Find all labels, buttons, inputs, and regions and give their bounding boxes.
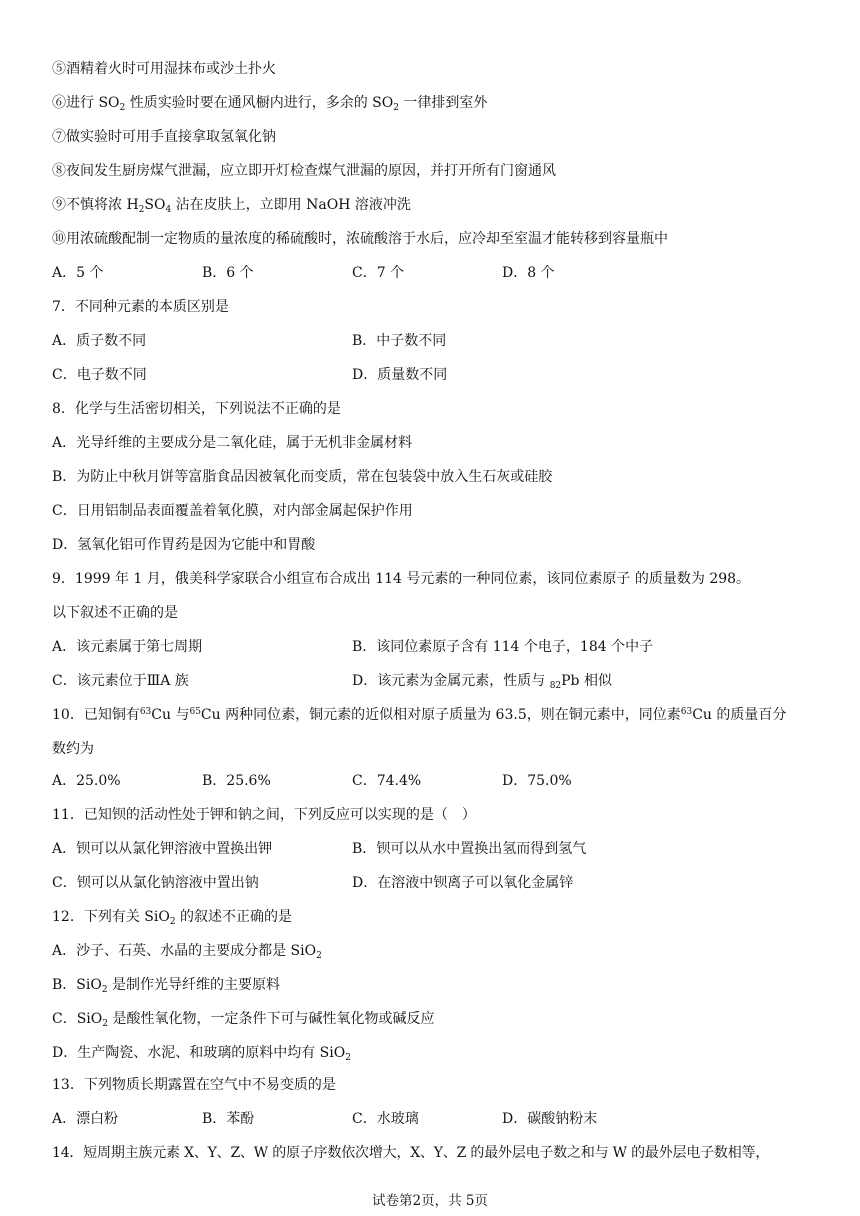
question-7-options-row1 xyxy=(52,331,820,351)
statement-7: ⑦做实验时可用手直接拿取氢氧化钠 xyxy=(52,129,276,145)
option-c: C．钡可以从氯化钠溶液中置出钠 xyxy=(52,875,259,891)
option-d: D．75.0% xyxy=(502,773,572,789)
option-c: C．7 个 xyxy=(352,265,405,281)
question-9-options-row2 xyxy=(52,671,820,691)
option-c: C．电子数不同 xyxy=(52,367,147,383)
question-7-options-row2 xyxy=(52,365,820,385)
option-d: D．在溶液中钡离子可以氧化金属锌 xyxy=(352,875,574,891)
statement-6: ⑥进行 $SO_2$ 性质实验时要在通风橱内进行，多余的 $SO_2$ 一律排到室外 xyxy=(52,95,488,113)
option-c: C．该元素位于ⅢA 族 xyxy=(52,673,189,689)
question-10-stem: 10．已知铜有$^{63}$Cu 与$^{65}$Cu 两种同位素，铜元素的近似相对原子质量为 63.5，则在铜元素中，同位素$^{63}$Cu 的质量百分 xyxy=(52,707,787,723)
statement-8: ⑧夜间发生厨房煤气泄漏，应立即开灯检查煤气泄漏的原因，并打开所有门窗通风 xyxy=(52,163,556,179)
question-13-options xyxy=(52,1109,820,1129)
question-8-option-b: B．为防止中秋月饼等富脂食品因被氧化而变质，常在包装袋中放入生石灰或硅胶 xyxy=(52,469,553,485)
option-b: B．该同位素原子含有 114 个电子，184 个中子 xyxy=(352,639,654,655)
question-6-options xyxy=(52,263,820,283)
question-11-options-row1 xyxy=(52,839,820,859)
question-9-stem: 9．1999 年 1 月，俄美科学家联合小组宣布合成出 114 号元素的一种同位素，该同位素原子 的质量数为 298。 xyxy=(52,571,751,587)
option-c: C．水玻璃 xyxy=(352,1111,419,1127)
question-8-stem: 8．化学与生活密切相关，下列说法不正确的是 xyxy=(52,401,341,417)
question-12-option-a: A．沙子、石英、水晶的主要成分都是 SiO$_2$ xyxy=(52,943,322,961)
question-12-option-b: B．SiO$_2$ 是制作光导纤维的主要原料 xyxy=(52,977,281,995)
option-d: D．该元素为金属元素，性质与 $_{82}$Pb 相似 xyxy=(352,673,612,691)
question-13-stem: 13．下列物质长期露置在空气中不易变质的是 xyxy=(52,1077,336,1093)
statement-10: ⑩用浓硫酸配制一定物质的量浓度的稀硫酸时，浓硫酸溶于水后，应冷却至室温才能转移到容量瓶中 xyxy=(52,231,668,247)
question-8-option-a: A．光导纤维的主要成分是二氧化硅，属于无机非金属材料 xyxy=(52,435,413,451)
question-10-options xyxy=(52,771,820,791)
option-d: D．碳酸钠粉末 xyxy=(502,1111,598,1127)
question-12-option-d: D．生产陶瓷、水泥、和玻璃的原料中均有 SiO$_2$ xyxy=(52,1045,351,1063)
option-c: C．74.4% xyxy=(352,773,422,789)
option-b: B．苯酚 xyxy=(202,1111,255,1127)
option-d: D．8 个 xyxy=(502,265,555,281)
option-b: B．钡可以从水中置换出氢而得到氢气 xyxy=(352,841,587,857)
question-7-stem: 7．不同种元素的本质区别是 xyxy=(52,299,229,315)
question-8-option-c: C．日用铝制品表面覆盖着氧化膜，对内部金属起保护作用 xyxy=(52,503,413,519)
option-a: A．25.0% xyxy=(52,773,121,789)
option-d: D．质量数不同 xyxy=(352,367,448,383)
question-12-stem: 12．下列有关 SiO$_2$ 的叙述不正确的是 xyxy=(52,909,292,927)
question-14-stem: 14．短周期主族元素 X、Y、Z、W 的原子序数依次增大，X、Y、Z 的最外层电子数之和与 W 的最外层电子数相等， xyxy=(52,1145,770,1161)
option-b: B．中子数不同 xyxy=(352,333,447,349)
option-a: A．该元素属于第七周期 xyxy=(52,639,203,655)
option-a: A．钡可以从氯化钾溶液中置换出钾 xyxy=(52,841,273,857)
statement-9: ⑨不慎将浓 $H_2SO_4$ 沾在皮肤上，立即用 NaOH 溶液冲洗 xyxy=(52,197,411,215)
question-8-option-d: D．氢氧化铝可作胃药是因为它能中和胃酸 xyxy=(52,537,316,553)
statement-5: ⑤酒精着火时可用湿抹布或沙土扑火 xyxy=(52,61,276,77)
option-a: A．质子数不同 xyxy=(52,333,147,349)
option-a: A．漂白粉 xyxy=(52,1111,119,1127)
question-10-stem-cont: 数约为 xyxy=(52,741,94,757)
option-b: B．6 个 xyxy=(202,265,254,281)
page-footer: 试卷第2页，共 5页 xyxy=(372,1193,488,1209)
question-11-options-row2 xyxy=(52,873,820,893)
option-b: B．25.6% xyxy=(202,773,271,789)
question-9-stem-cont: 以下叙述不正确的是 xyxy=(52,605,178,621)
question-9-options-row1 xyxy=(52,637,820,657)
question-12-option-c: C．SiO$_2$ 是酸性氧化物，一定条件下可与碱性氧化物或碱反应 xyxy=(52,1011,435,1029)
option-a: A．5 个 xyxy=(52,265,104,281)
question-11-stem: 11．已知钡的活动性处于钾和钠之间，下列反应可以实现的是（ ） xyxy=(52,807,476,823)
